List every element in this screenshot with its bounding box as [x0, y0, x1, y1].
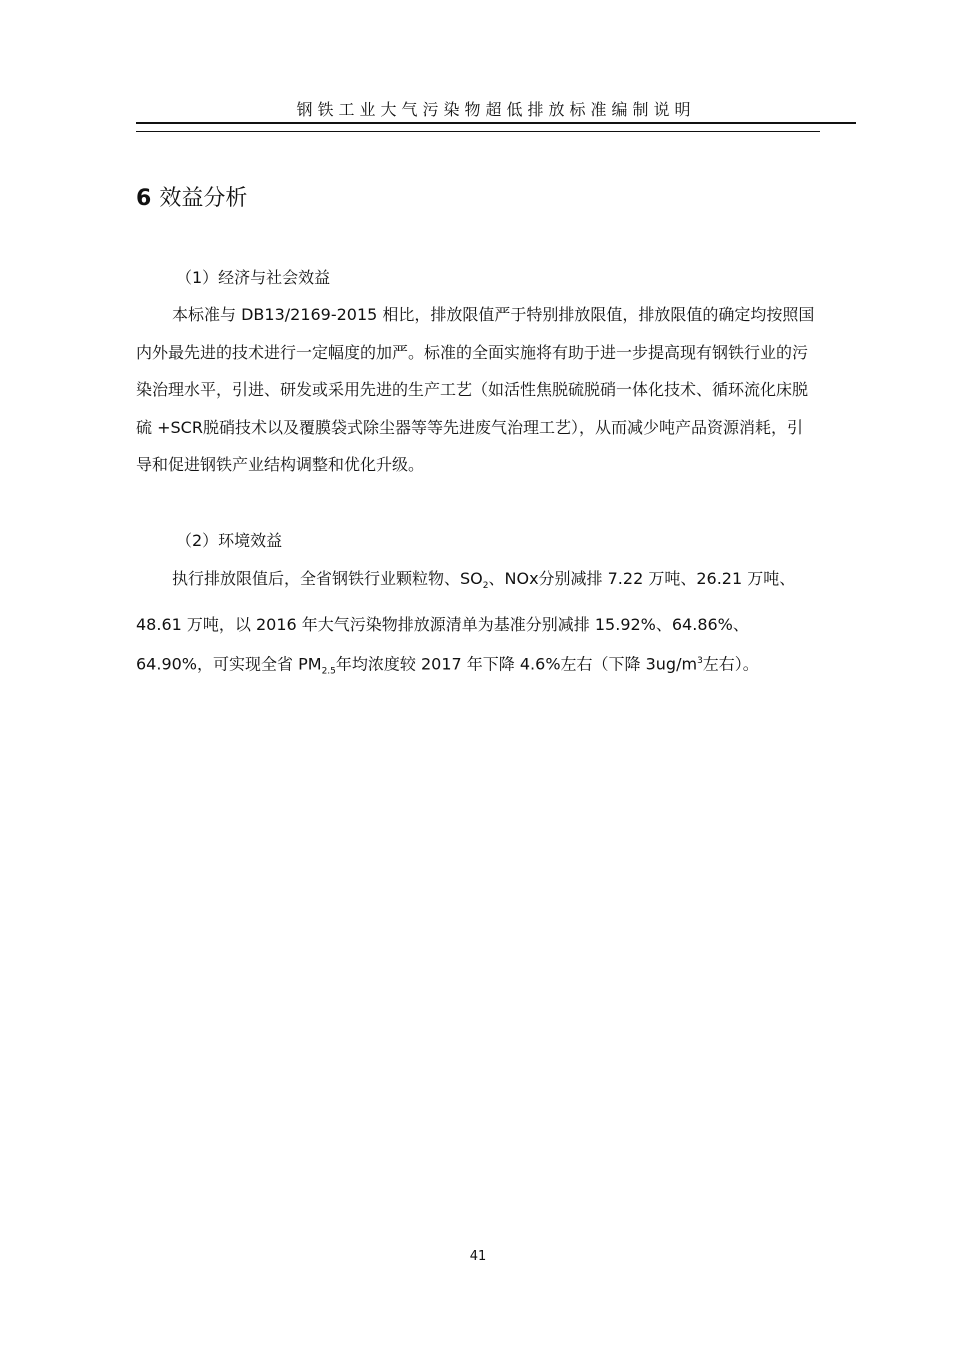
paragraph-environmental-benefits	[136, 560, 816, 691]
env-text-part1: 执行排放限值后，全省钢铁行业颗粒物、SO	[172, 569, 483, 588]
pm-subscript: 2.5	[321, 666, 336, 677]
unit-superscript: 3	[697, 656, 703, 667]
env-text-part3: 年均浓度较 2017 年下降 4.6%左右（下降 3ug/m	[335, 654, 698, 674]
section-title: 效益分析	[159, 186, 248, 211]
header-rule-thick	[136, 122, 856, 124]
section-number: 6	[136, 186, 152, 211]
subsection-heading-economic: （1）经济与社会效益	[176, 268, 331, 287]
section-heading	[136, 184, 247, 214]
running-header-title: 钢铁工业大气污染物超低排放标准编制说明	[296, 100, 696, 119]
so2-subscript: 2	[482, 581, 489, 592]
subsection-heading-environmental: （2）环境效益	[176, 531, 283, 550]
paragraph-economic-benefits: 本标准与 DB13/2169-2015 相比，排放限值严于特别排放限值，排放限值的确定均按照国内外最先进的技术进行一定幅度的加严。标准的全面实施将有助于进一步提高现有钢铁行业的污染治理水平，引进、研发或采用先进的生产工艺（如活性焦脱硫脱硝一体化技术、循环流化床脱硫 +SCR脱硝技术以及覆膜袋式除尘器等等先进废气治理工艺），从而减少吨产品资源消耗，引导和促进钢铁产业结构调整和优化升级。	[136, 305, 815, 475]
header-rule-thin	[136, 131, 820, 132]
env-text-part2: 、NOx分别减排 7.22 万吨、26.21 万吨、48.61 万吨，以 2016 年大气污染物排放源清单为基准分别减排 15.92%、64.86%、64.90%，可实现全省 PM	[136, 569, 796, 674]
page-number: 41	[469, 1249, 487, 1264]
env-text-part4: 左右）。	[702, 654, 759, 674]
